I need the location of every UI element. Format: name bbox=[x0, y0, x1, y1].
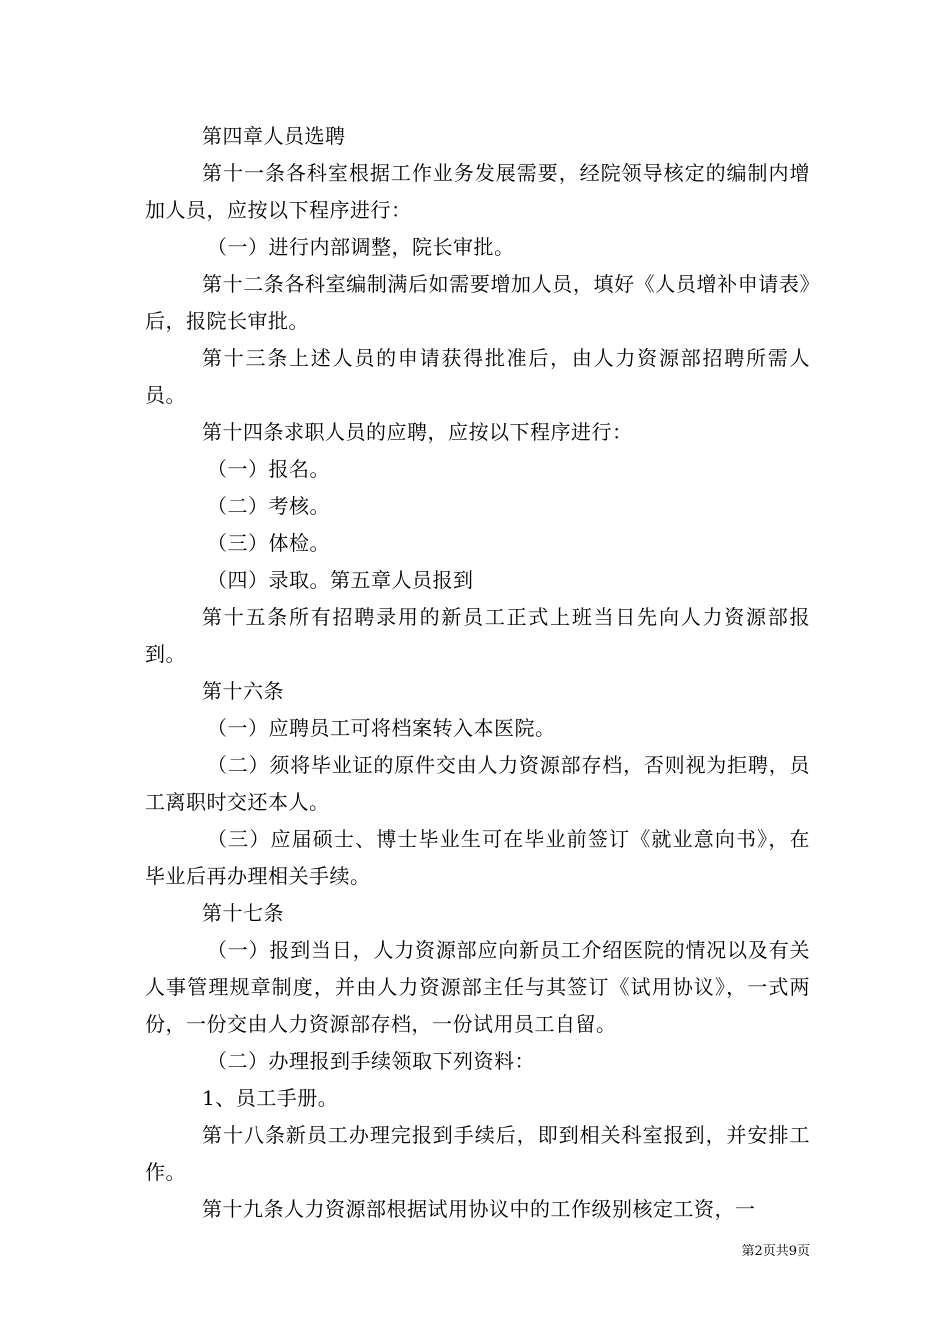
article-paragraph: 第十四条求职人员的应聘，应按以下程序进行： bbox=[202, 420, 633, 444]
clause-paragraph: （三）体检。 bbox=[207, 531, 330, 555]
list-item-paragraph: 1、员工手册。 bbox=[202, 1086, 339, 1110]
clause-paragraph: （一）报到当日，人力资源部应向新员工介绍医院的情况以及有关人事管理规章制度，并由人力资源部主任与其签订《试用协议》，一式两份，一份交由人力资源部存档，一份试用员工自留。 bbox=[145, 938, 810, 1036]
article-paragraph: 第十五条所有招聘录用的新员工正式上班当日先向人力资源部报到。 bbox=[145, 605, 810, 666]
clause-paragraph: （一）应聘员工可将档案转入本医院。 bbox=[207, 716, 556, 740]
clause-paragraph: （一）报名。 bbox=[207, 457, 330, 481]
clause-paragraph: （三）应届硕士、博士毕业生可在毕业前签订《就业意向书》，在毕业后再办理相关手续。 bbox=[145, 827, 810, 888]
article-paragraph: 第十七条 bbox=[202, 901, 284, 925]
article-paragraph: 第十三条上述人员的申请获得批准后，由人力资源部招聘所需人员。 bbox=[145, 346, 810, 407]
document-body bbox=[145, 118, 810, 1228]
article-paragraph: 第十二条各科室编制满后如需要增加人员，填好《人员增补申请表》后，报院长审批。 bbox=[145, 272, 810, 333]
article-paragraph: 第十六条 bbox=[202, 679, 284, 703]
chapter-heading: 第四章人员选聘 bbox=[202, 124, 346, 148]
clause-paragraph: （四）录取。第五章人员报到 bbox=[207, 568, 474, 592]
article-paragraph: 第十八条新员工办理完报到手续后，即到相关科室报到，并安排工作。 bbox=[145, 1123, 810, 1184]
page-number-footer: 第2页共9页 bbox=[741, 1244, 810, 1259]
clause-paragraph: （一）进行内部调整，院长审批。 bbox=[207, 235, 515, 259]
clause-paragraph: （二）办理报到手续领取下列资料： bbox=[207, 1049, 535, 1073]
clause-paragraph: （二）须将毕业证的原件交由人力资源部存档，否则视为拒聘，员工离职时交还本人。 bbox=[145, 753, 810, 814]
article-paragraph: 第十一条各科室根据工作业务发展需要，经院领导核定的编制内增加人员，应按以下程序进行： bbox=[145, 161, 810, 222]
article-paragraph: 第十九条人力资源部根据试用协议中的工作级别核定工资，一 bbox=[202, 1197, 756, 1221]
clause-paragraph: （二）考核。 bbox=[207, 494, 330, 518]
